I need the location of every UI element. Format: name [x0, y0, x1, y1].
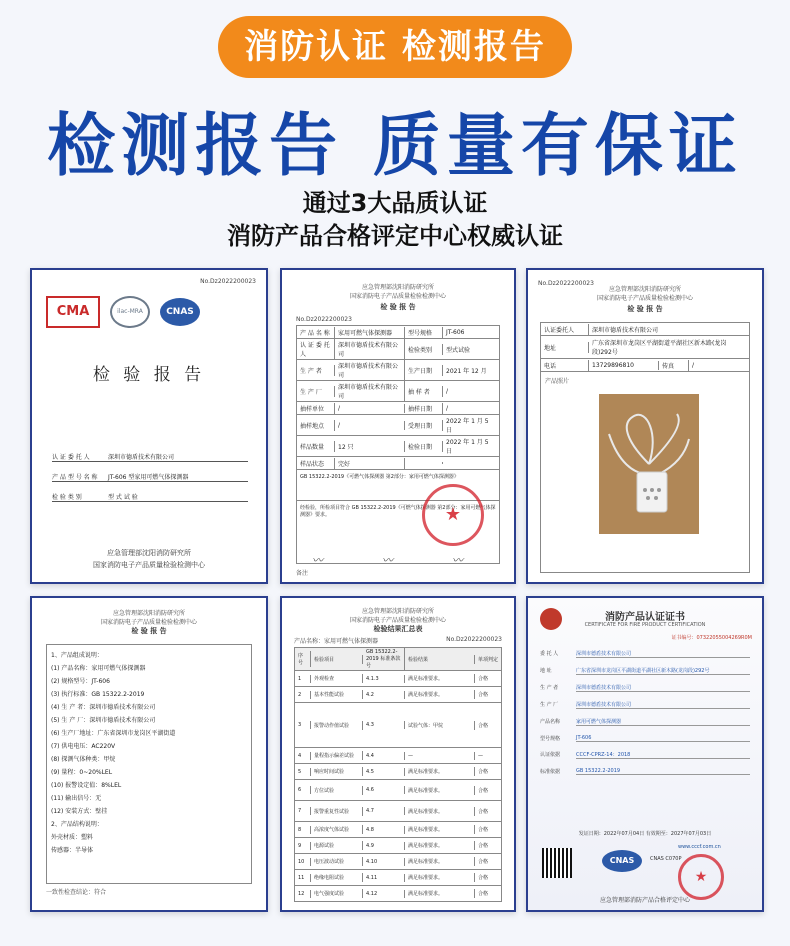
row-value: 深圳市德盾技术有限公司 [592, 326, 659, 334]
row-value: 深圳市德盾技术有限公司 [335, 360, 405, 380]
gas-detector-image [599, 394, 699, 534]
report-number: No.Dz2022200023 [538, 280, 594, 287]
org-name-2: 国家消防电子产品质量检验检测中心 [349, 617, 446, 624]
description-line: (4) 生 产 者：深圳市德盾技术有限公司 [51, 704, 156, 711]
description-line: (5) 生 产 厂：深圳市德盾技术有限公司 [51, 717, 156, 724]
description-line: (1) 产品名称：家用可燃气体探测器 [51, 665, 146, 672]
headline: 检测报告 质量有保证 [47, 107, 743, 186]
table-cell: 3 [295, 721, 311, 729]
row-label: 样品状态 [297, 458, 335, 469]
product-name: 产品名称：家用可燃气体探测器 [294, 638, 379, 645]
table-row [295, 854, 501, 870]
table-cell: 1 [295, 675, 311, 683]
subtitle-1: 通过3大品质认证 [302, 189, 488, 217]
field-value: 深圳市德盾技术有限公司 [576, 650, 750, 658]
consistency-footer: 一致性检查结论：符合 [46, 889, 107, 896]
field-product [52, 472, 248, 482]
field-value: 型 式 试 验 [108, 494, 138, 501]
row-value: 2022 年 1 月 5 日 [446, 439, 489, 455]
cnas-logo: CNAS [160, 298, 200, 326]
field-label: 生 产 者 [540, 685, 559, 691]
table-cell: 满足标准要求。 [405, 873, 475, 882]
table-row [541, 359, 749, 371]
signature-3: 〰 [452, 554, 463, 567]
table-cell: 电源试验 [311, 841, 363, 850]
fire-product-certificate [526, 596, 764, 912]
table-cell: 5 [295, 768, 311, 776]
table-cell: 外观检查 [311, 674, 363, 683]
signature-2: 〰 [382, 554, 393, 567]
logo-row [46, 296, 200, 328]
description-line: (3) 执行标准：GB 15322.2-2019 [51, 691, 145, 698]
field-value: GB 15322.2-2019 [576, 768, 750, 775]
org-name: 应急管理部沈阳消防研究所 [361, 608, 434, 615]
row-value: 深圳市德盾技术有限公司 [335, 381, 405, 401]
description-line: 2、产品结构说明： [51, 821, 103, 828]
row-label: 样品数量 [297, 441, 335, 452]
org-name-2: 国家消防电子产品质量检验检测中心 [596, 295, 693, 302]
field-label: 认证依据 [540, 752, 561, 758]
description-box [46, 644, 252, 884]
report-number: No.Dz2022200023 [200, 278, 256, 285]
row-value: 型式试验 [446, 346, 471, 354]
report-number: No.Dz2022200023 [446, 636, 502, 643]
table-row [295, 886, 501, 902]
table-cell: 合格 [478, 827, 489, 833]
cover-fields [52, 452, 248, 502]
table-row [295, 870, 501, 886]
org-name: 应急管理部沈阳消防研究所 [107, 549, 191, 557]
field-value: 深圳市德盾技术有限公司 [576, 701, 750, 709]
row-label [405, 462, 443, 464]
row-value: 13729896810 [589, 361, 659, 370]
table-cell: 合格 [478, 859, 489, 865]
table-cell: 合格 [478, 722, 489, 729]
table-cell: 满足标准要求。 [405, 889, 475, 898]
table-cell: 响应时间试验 [311, 767, 363, 776]
row-label: 检验日期 [405, 441, 443, 452]
table-cell: 4.11 [363, 874, 405, 882]
table-row [295, 748, 501, 764]
org-name: 应急管理部沈阳消防研究所 [608, 286, 681, 293]
product-photo [599, 394, 699, 534]
cma-logo: CMA [46, 296, 100, 328]
table-cell: 4.9 [363, 842, 405, 850]
cnas-logo: CNAS [602, 850, 642, 872]
table-row [295, 687, 501, 703]
table-cell: 报警动作值试验 [311, 721, 363, 730]
field-value: 家用可燃气体探测器 [576, 718, 750, 726]
table-row [295, 671, 501, 687]
table-row [297, 326, 499, 339]
results-summary-document [280, 596, 516, 912]
issue-dates: 发证日期：2022年07月04日 有效期至：2027年07月03日 [578, 831, 712, 837]
row-label: 生 产 厂 [297, 386, 335, 397]
report-number: No.Dz2022200023 [296, 316, 352, 323]
table-cell: 4.5 [363, 768, 405, 776]
table-cell: — [478, 752, 483, 759]
qr-code [542, 848, 572, 878]
results-table [294, 647, 502, 902]
row-label: 电话 [541, 360, 589, 371]
row-value: 12 只 [335, 441, 405, 452]
table-row [297, 381, 499, 402]
table-cell: 满足标准要求。 [405, 857, 475, 866]
table-cell: 满足标准要求。 [405, 786, 475, 795]
report-title: 检 验 报 告 [131, 627, 167, 635]
table-cell: 合格 [478, 843, 489, 849]
certificate-title-en: CERTIFICATE FOR FIRE PRODUCT CERTIFICATION [584, 622, 706, 628]
row-label: 抽样地点 [297, 420, 335, 431]
issuing-authority: 应急管理部消防产品合格评定中心 [599, 897, 690, 904]
field-label: 认 证 委 托 人 [52, 454, 90, 461]
table-row [295, 822, 501, 838]
certificate-field [540, 751, 750, 759]
org-name-2: 国家消防电子产品质量检验检测中心 [93, 561, 205, 569]
table-row [295, 780, 501, 801]
table-cell: 满足标准要求。 [405, 841, 475, 850]
certificate-field [540, 667, 750, 675]
field-value: CCCF-CPRZ-14：2018 [576, 751, 750, 759]
table-cell: 报警重复性试验 [311, 807, 363, 816]
ilac-mra-logo: ilac-MRA [110, 296, 150, 328]
report-title: 检 验 报 告 [92, 365, 206, 385]
report-title: 检 验 报 告 [380, 303, 416, 311]
field-category [52, 492, 248, 502]
row-value: 深圳市德盾技术有限公司 [335, 339, 405, 359]
table-row [297, 457, 499, 470]
description-line: (12) 安装方式：壁挂 [51, 808, 108, 815]
table-row [541, 336, 749, 359]
description-line: 1、产品组成说明： [51, 652, 103, 659]
table-row [297, 415, 499, 436]
banner-pill: 消防认证 检测报告 [218, 16, 572, 78]
table-cell: 4.7 [363, 807, 405, 815]
description-line: 传感器：半导体 [51, 847, 94, 854]
table-cell: 合格 [478, 787, 489, 794]
table-cell: 4 [295, 752, 311, 760]
org-name: 应急管理部沈阳消防研究所 [361, 284, 434, 291]
row-value: / [692, 361, 695, 369]
note: 备注 [296, 570, 309, 577]
table-row [295, 801, 501, 822]
product-photo-document [526, 268, 764, 584]
column-header: 单项判定 [478, 656, 499, 663]
description-line: 外壳材质：塑料 [51, 834, 94, 841]
table-cell: 电压波动试验 [311, 857, 363, 866]
table-cell: 合格 [478, 891, 489, 897]
column-header: 序号 [295, 651, 311, 667]
row-label: 产 品 名 称 [297, 327, 335, 338]
certificate-fields [540, 650, 750, 784]
field-value: JT-606 [576, 735, 750, 742]
table-cell: — [405, 752, 475, 760]
table-cell: 4.6 [363, 786, 405, 794]
table-cell: 7 [295, 807, 311, 815]
table-cell: 4.1.3 [363, 675, 405, 683]
table-cell: 合格 [478, 676, 489, 682]
column-header: GB 15322.2-2019 标准条款号 [363, 648, 405, 670]
table-cell: 11 [295, 874, 311, 882]
report-table [296, 325, 500, 470]
table-cell: 试验气体：甲烷 [405, 721, 475, 730]
field-label: 委 托 人 [540, 651, 559, 657]
meta-row [294, 636, 502, 645]
table-cell: 合格 [478, 875, 489, 881]
table-cell: 满足标准要求。 [405, 825, 475, 834]
row-value: JT-606 [446, 328, 465, 336]
table-row [295, 703, 501, 748]
certificate-title: 消防产品认证证书 [605, 612, 685, 623]
field-label: 型号规格 [540, 736, 561, 742]
table-cell: 10 [295, 858, 311, 866]
table-cell: 满足标准要求。 [405, 690, 475, 699]
table-cell: 满足标准要求。 [405, 807, 475, 816]
table-row [297, 360, 499, 381]
table-cell: 合格 [478, 808, 489, 815]
certificate-seal: ★ [678, 854, 724, 900]
description-line: (8) 探测气体种类：甲烷 [51, 756, 116, 763]
table-cell: 4.3 [363, 721, 405, 729]
field-client [52, 452, 248, 462]
description-line: (2) 规格型号：JT-606 [51, 678, 110, 685]
table-cell: 方位试验 [311, 786, 363, 795]
product-description-document [30, 596, 268, 912]
table-cell: 合格 [478, 769, 489, 775]
column-header: 检验项目 [311, 655, 363, 664]
field-value: 深圳市德盾技术有限公司 [576, 684, 750, 692]
official-seal: ★ [422, 484, 484, 546]
row-value: 家用可燃气体探测器 [335, 327, 405, 338]
table-cell: 4.12 [363, 890, 405, 898]
report-title: 检 验 报 告 [627, 305, 663, 313]
client-table [540, 322, 750, 372]
table-cell: 绝缘电阻试验 [311, 873, 363, 882]
table-cell: 满足标准要求。 [405, 674, 475, 683]
row-value: 2022 年 1 月 5 日 [446, 418, 489, 434]
row-label: 受理日期 [405, 420, 443, 431]
table-cell: 量程指示偏差试验 [311, 751, 363, 760]
table-cell: 4.2 [363, 691, 405, 699]
row-label: 认 证 委 托 人 [297, 339, 335, 359]
row-label: 检验类别 [405, 344, 443, 355]
row-label: 生产日期 [405, 365, 443, 376]
table-cell: 高浓度气体试验 [311, 825, 363, 834]
row-value: 广东省深圳市龙岗区平湖街道平湖社区新木路(龙岗段)292号 [592, 340, 727, 356]
row-label: 抽 样 者 [405, 386, 443, 397]
report-cover-document [30, 268, 268, 584]
table-cell: 4.10 [363, 858, 405, 866]
field-label: 检 验 类 别 [52, 494, 82, 501]
row-value [443, 462, 499, 464]
org-name: 应急管理部沈阳消防研究所 [112, 610, 185, 617]
field-label: 产 品 型 号 名 称 [52, 474, 98, 481]
row-label: 型号规格 [405, 327, 443, 338]
row-label: 生 产 者 [297, 365, 335, 376]
table-cell: 合格 [478, 692, 489, 698]
table-cell: 6 [295, 786, 311, 794]
report-title: 检验结果汇总表 [373, 625, 423, 633]
photo-label: 产品照片 [545, 378, 570, 385]
certificate-number: 证书编号：07322055004269R0M [671, 635, 752, 641]
table-cell: 满足标准要求。 [405, 767, 475, 776]
org-name-2: 国家消防电子产品质量检验检测中心 [100, 619, 197, 626]
field-value: 深圳市德盾技术有限公司 [108, 454, 175, 461]
table-row [295, 764, 501, 780]
row-label: 传真 [659, 360, 689, 371]
table-cell: 8 [295, 826, 311, 834]
table-row [297, 436, 499, 457]
table-row [541, 323, 749, 336]
description-line: (11) 输出信号：无 [51, 795, 102, 802]
table-cell: 4.8 [363, 826, 405, 834]
row-value: / [335, 404, 405, 413]
website: www.cccf.com.cn [678, 844, 721, 850]
description-line: (9) 量程：0~20%LEL [51, 769, 113, 776]
row-label: 认证委托人 [541, 324, 589, 335]
table-row [297, 339, 499, 360]
description-line: (7) 供电电压：AC220V [51, 743, 116, 750]
table-cell: 12 [295, 890, 311, 898]
certificate-field [540, 650, 750, 658]
row-label: 抽样单位 [297, 403, 335, 414]
row-label: 地址 [541, 342, 589, 353]
field-value: 广东省深圳市龙岗区平湖街道平湖社区新木路(龙岗段)292号 [576, 667, 750, 675]
row-label: 抽样日期 [405, 403, 443, 414]
row-value: 2021 年 12 月 [446, 367, 487, 375]
table-cell: 4.4 [363, 752, 405, 760]
field-label: 标准依据 [540, 769, 561, 775]
conclusion: 经检验，所检项目符合 GB 15322.2-2019《可燃气体探测器 第2部分：家用可燃气体探测器》要求。 [300, 505, 496, 518]
field-label: 地 址 [540, 668, 552, 674]
row-value: 完好 [335, 458, 405, 469]
field-label: 产品名称 [540, 719, 561, 725]
inspection-report-document [280, 268, 516, 584]
table-cell: 9 [295, 842, 311, 850]
field-label: 生 产 厂 [540, 702, 559, 708]
certificate-field [540, 684, 750, 692]
table-cell: 电气强度试验 [311, 889, 363, 898]
table-row [297, 402, 499, 415]
table-cell: 基本性能试验 [311, 690, 363, 699]
photo-area [540, 372, 750, 573]
table-header-row [295, 648, 501, 671]
certificate-field [540, 701, 750, 709]
row-value: / [446, 404, 449, 412]
description-line: (10) 报警设定值：8%LEL [51, 782, 122, 789]
table-row [295, 838, 501, 854]
basis-text: GB 15322.2-2019《可燃气体探测器 第2部分：家用可燃气体探测器》 [296, 470, 500, 501]
field-value: JT-606 型家用可燃气体探测器 [108, 474, 189, 481]
row-value: / [335, 421, 405, 430]
subtitle-2: 消防产品合格评定中心权威认证 [227, 222, 563, 250]
column-header: 检验结果 [405, 655, 475, 664]
certificate-field [540, 735, 750, 742]
description-line: (6) 生产厂地址：广东省深圳市龙岗区平湖街道 [51, 730, 176, 737]
row-value: / [446, 387, 449, 395]
certificate-field [540, 718, 750, 726]
signature: 〰 [312, 554, 323, 567]
cnas-code: CNAS C070P [650, 856, 682, 862]
org-name-2: 国家消防电子产品质量检验检测中心 [349, 293, 446, 300]
table-cell: 2 [295, 691, 311, 699]
certificate-field [540, 768, 750, 775]
